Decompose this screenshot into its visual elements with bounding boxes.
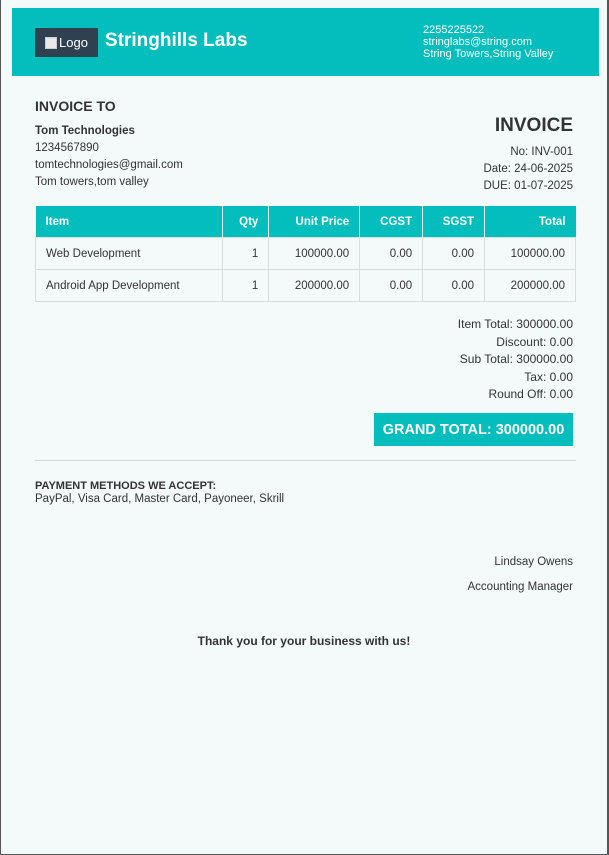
invoice-number: No: INV-001 [510, 146, 573, 158]
cell-unit-price: 100000.00 [269, 238, 360, 270]
cell-qty: 1 [223, 270, 269, 302]
cell-qty: 1 [223, 238, 269, 270]
company-contact-info [423, 24, 553, 60]
line-items-table [35, 206, 576, 302]
company-email: stringlabs@string.com [423, 36, 532, 48]
signatory-name: Lindsay Owens [494, 556, 573, 568]
round-off: Round Off: 0.00 [488, 387, 573, 402]
invoice-due-date: DUE: 01-07-2025 [483, 180, 573, 192]
client-phone: 1234567890 [35, 142, 99, 154]
company-address: String Towers,String Valley [423, 48, 554, 60]
discount: Discount: 0.00 [496, 334, 573, 349]
payment-methods-heading: PAYMENT METHODS WE ACCEPT: [35, 480, 217, 492]
payment-methods-section [35, 480, 284, 506]
table-row [36, 238, 576, 270]
client-address: Tom towers,tom valley [35, 176, 149, 188]
bill-to-heading: INVOICE TO [35, 98, 116, 114]
cell-item: Android App Development [36, 270, 223, 302]
column-header-qty: Qty [223, 206, 269, 238]
cell-cgst: 0.00 [360, 238, 423, 270]
item-total: Item Total: 300000.00 [457, 317, 573, 331]
column-header-sgst: SGST [423, 206, 485, 238]
column-header-total: Total [485, 206, 576, 238]
company-phone: 2255225522 [423, 24, 485, 36]
company-logo [35, 28, 98, 57]
invoice-title: INVOICE [494, 115, 573, 136]
client-email: tomtechnologies@gmail.com [35, 159, 183, 171]
logo-alt-text: Logo [59, 35, 88, 50]
cell-item: Web Development [36, 238, 223, 270]
table-row [36, 270, 576, 302]
invoice-header [12, 8, 599, 76]
cell-unit-price: 200000.00 [269, 270, 360, 302]
payment-methods-list: PayPal, Visa Card, Master Card, Payoneer, Skrill [35, 493, 285, 505]
company-name: Stringhills Labs [105, 30, 248, 51]
invoice-date: Date: 24-06-2025 [483, 163, 573, 175]
tax: Tax: 0.00 [524, 369, 573, 384]
signature-block [468, 555, 573, 594]
grand-total-badge: GRAND TOTAL: 300000.00 [374, 413, 573, 446]
sub-total: Sub Total: 300000.00 [459, 352, 573, 367]
table-header-row [36, 206, 576, 238]
invoice-meta [483, 115, 573, 195]
signatory-role: Accounting Manager [467, 581, 573, 593]
column-header-unit-price: Unit Price [269, 206, 360, 238]
thank-you-message: Thank you for your business with us! [197, 634, 411, 648]
bill-to-section [35, 98, 183, 191]
totals-summary [458, 316, 573, 404]
section-divider [35, 460, 576, 461]
cell-total: 100000.00 [485, 238, 576, 270]
cell-sgst: 0.00 [423, 238, 485, 270]
client-name: Tom Technologies [35, 125, 135, 137]
broken-image-icon [45, 37, 57, 49]
cell-sgst: 0.00 [423, 270, 485, 302]
column-header-cgst: CGST [360, 206, 423, 238]
column-header-item: Item [36, 206, 223, 238]
cell-cgst: 0.00 [360, 270, 423, 302]
cell-total: 200000.00 [485, 270, 576, 302]
